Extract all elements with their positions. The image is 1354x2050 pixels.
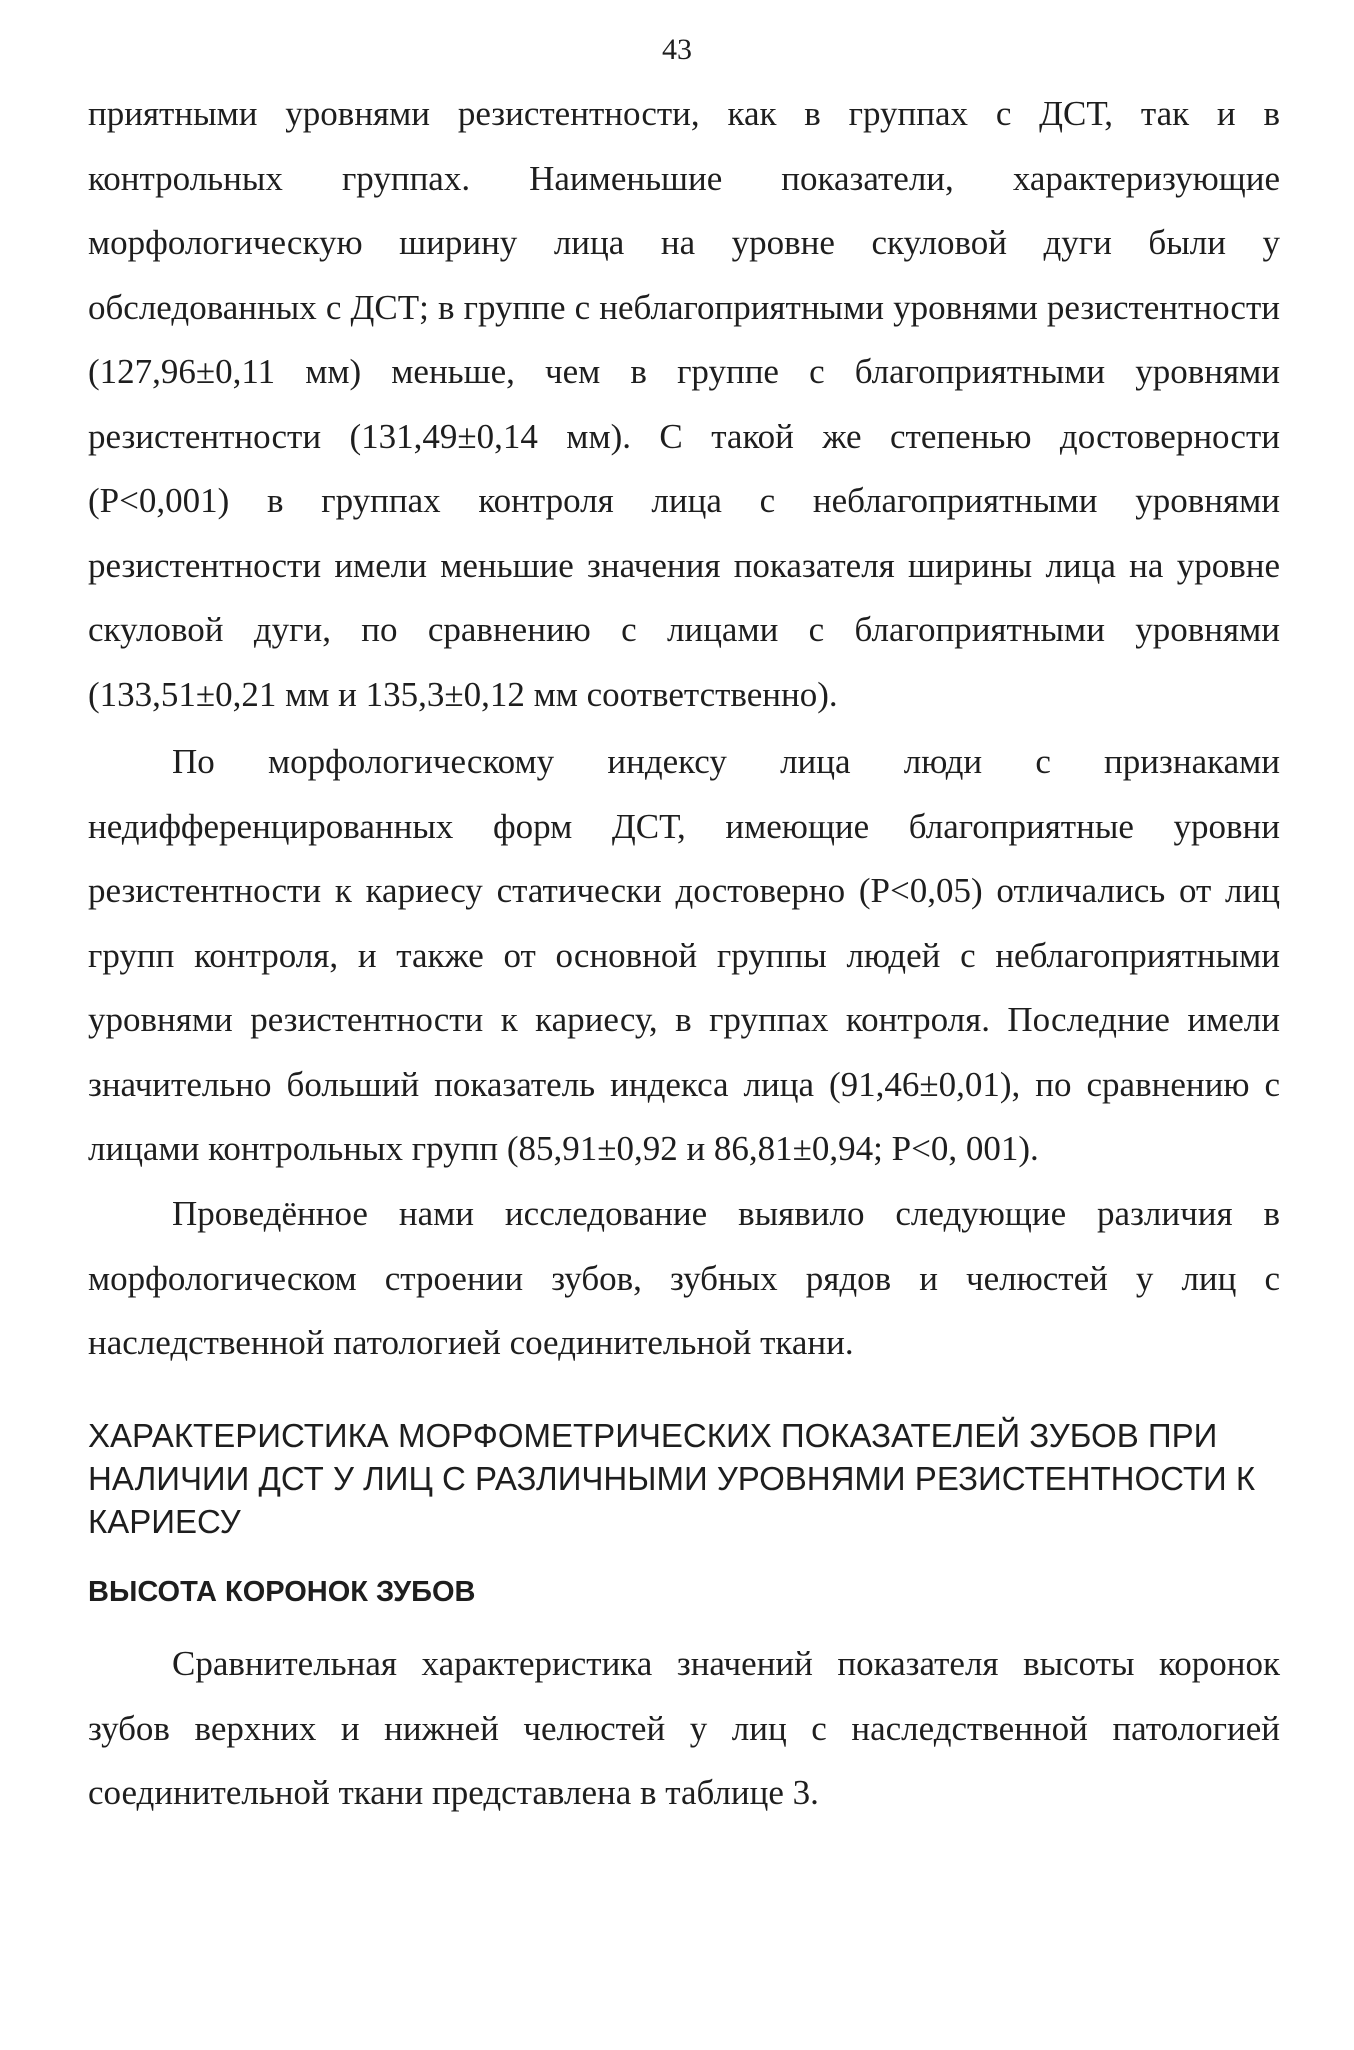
paragraph-crown-height-text: Сравнительная характеристика значений показателя высоты коронок зубов верхних и нижней челюстей у лиц с наследственной патологией соединительной ткани представлена в таблице 3. (88, 1644, 1280, 1812)
paragraph-continuation-text: приятными уровнями резистентности, как в группах с ДСТ, так и в контрольных группах. Наименьшие показатели, характеризующие морфологическую ширину лица на уровне скуловой дуги были у обследованных с ДСТ; в группе с неблагоприятными уровнями резистентности (127,96±0,11 мм) меньше, чем в группе с благоприятными уровнями резистентности (131,49±0,14 мм). С такой же степенью достоверности (Р<0,001) в группах контроля лица с неблагоприятными уровнями резистентности имели меньшие значения показателя ширины лица на уровне скуловой дуги, по сравнению с лицами с благоприятными уровнями (133,51±0,21 мм и 135,3±0,12 мм соответственно). (88, 94, 1280, 714)
paragraph-study-summary-text: Проведённое нами исследование выявило следующие различия в морфологическом строении зубов, зубных рядов и челюстей у лиц с наследственной патологией соединительной ткани. (88, 1194, 1280, 1362)
paragraph-continuation (88, 82, 1280, 727)
paragraph-morph-index-text: По морфологическому индексу лица люди с признаками недифференцированных форм ДСТ, имеющие благоприятные уровни резистентности к кариесу статически достоверно (Р<0,05) отличались от лиц групп контроля, и также от основной группы людей с неблагоприятными уровнями резистентности к кариесу, в группах контроля. Последние имели значительно больший показатель индекса лица (91,46±0,01), по сравнению с лицами контрольных групп (85,91±0,92 и 86,81±0,94; Р<0, 001). (88, 742, 1280, 1168)
paragraph-study-summary (88, 1182, 1280, 1376)
paragraph-morph-index (88, 730, 1280, 1182)
page-number: 43 (662, 33, 692, 66)
subsection-heading: ВЫСОТА КОРОНОК ЗУБОВ (88, 1576, 476, 1608)
paragraph-crown-height (88, 1632, 1280, 1826)
section-heading: ХАРАКТЕРИСТИКА МОРФОМЕТРИЧЕСКИХ ПОКАЗАТЕЛЕЙ ЗУБОВ ПРИ НАЛИЧИИ ДСТ У ЛИЦ С РАЗЛИЧНЫМИ УРОВНЯМИ РЕЗИСТЕНТНОСТИ К КАРИЕСУ (88, 1417, 1256, 1540)
